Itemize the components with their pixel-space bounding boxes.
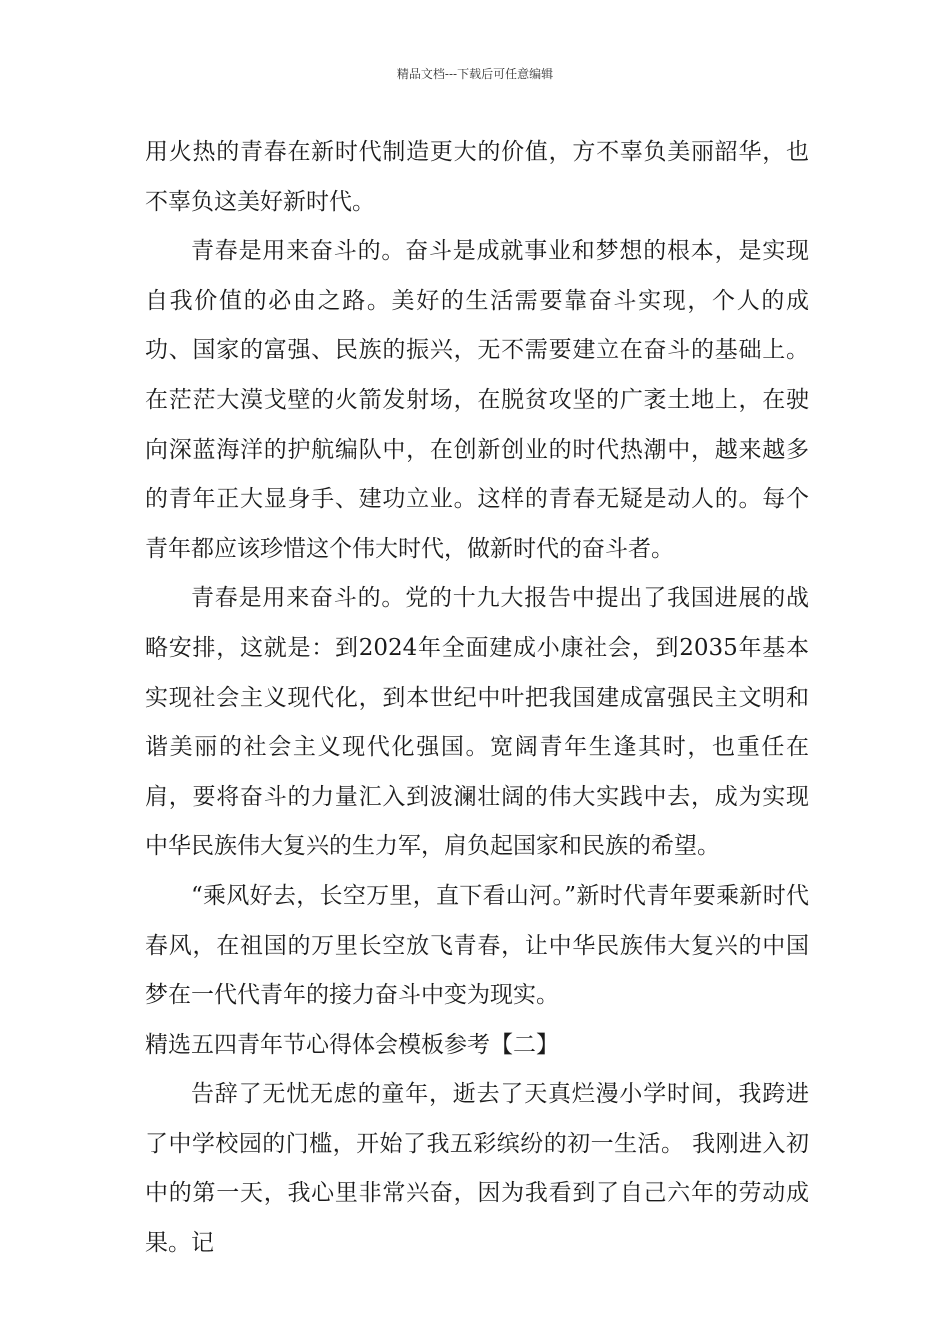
page-header: 精品文档---下载后可任意编辑 xyxy=(396,67,554,81)
paragraph-1: 用火热的青春在新时代制造更大的价值，方不辜负美丽韶华，也不辜负这美好新时代。 xyxy=(145,139,809,215)
section-paragraph-1: 告辞了无忧无虑的童年，逝去了天真烂漫小学时间，我跨进了中学校园的门槛，开始了我五彩缤纷的初一生活。 我刚进入初中的第一天，我心里非常兴奋，因为我看到了自己六年的劳动成果。记 xyxy=(145,1081,809,1257)
paragraph-4: “乘风好去，长空万里，直下看山河。”新时代青年要乘新时代春风，在祖国的万里长空放飞青春，让中华民族伟大复兴的中国梦在一代代青年的接力奋斗中变为现实。 xyxy=(145,882,809,1009)
document-body xyxy=(145,128,809,1269)
paragraph-3: 青春是用来奋斗的。党的十九大报告中提出了我国进展的战略安排，这就是：到2024年全面建成小康社会，到2035年基本实现社会主义现代化，到本世纪中叶把我国建成富强民主文明和谐美丽的社会主义现代化强国。宽阔青年生逢其时，也重任在肩，要将奋斗的力量汇入到波澜壮阔的伟大实践中去，成为实现中华民族伟大复兴的生力军，肩负起国家和民族的希望。 xyxy=(145,585,809,860)
paragraph-2: 青春是用来奋斗的。奋斗是成就事业和梦想的根本，是实现自我价值的必由之路。美好的生活需要靠奋斗实现，个人的成功、国家的富强、民族的振兴，无不需要建立在奋斗的基础上。在茫茫大漠戈壁的火箭发射场，在脱贫攻坚的广袤土地上，在驶向深蓝海洋的护航编队中，在创新创业的时代热潮中，越来越多的青年正大显身手、建功立业。这样的青春无疑是动人的。每个青年都应该珍惜这个伟大时代，做新时代的奋斗者。 xyxy=(145,238,809,562)
section-heading: 精选五四青年节心得体会模板参考【二】 xyxy=(145,1031,559,1058)
